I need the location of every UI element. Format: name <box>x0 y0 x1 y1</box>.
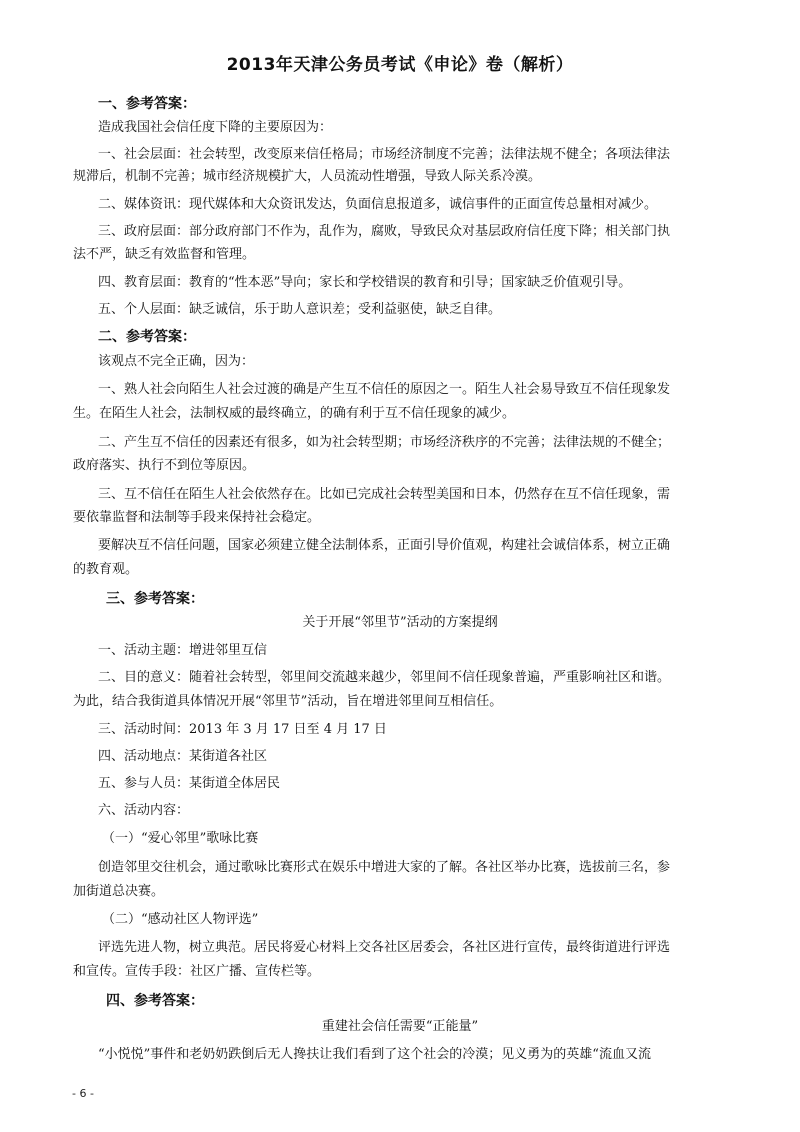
paragraph: 法不严，缺乏有效监督和管理。 <box>73 247 256 262</box>
section-2-heading: 二、参考答案： <box>98 329 196 345</box>
section-4-heading: 四、参考答案： <box>106 993 204 1009</box>
paragraph: 要依靠监督和法制等手段来保持社会稳定。 <box>73 510 321 525</box>
paragraph: 要解决互不信任问题，国家必须建立健全法制体系，正面引导价值观，构建社会诚信体系，树立正确 <box>98 538 671 553</box>
paragraph: 加街道总决赛。 <box>73 884 165 899</box>
paragraph: 评选先进人物，树立典范。居民将爱心材料上交各社区居委会，各社区进行宣传，最终街道进行评选 <box>98 940 671 955</box>
paragraph: 二、产生互不信任的因素还有很多，如为社会转型期；市场经济秩序的不完善；法律法规的不健全； <box>98 435 671 450</box>
paragraph: “小悦悦”事件和老奶奶跌倒后无人搀扶让我们看到了这个社会的冷漠；见义勇为的英雄“流血又流 <box>98 1047 651 1062</box>
page-title: 2013年天津公务员考试《申论》卷（解析） <box>226 55 574 75</box>
section-4-subtitle: 重建社会信任需要“正能量” <box>321 1019 479 1034</box>
paragraph: 五、参与人员：某街道全体居民 <box>98 776 281 791</box>
paragraph: 四、教育层面：教育的“性本恶”导向；家长和学校错误的教育和引导；国家缺乏价值观引导。 <box>98 275 632 290</box>
paragraph: 四、活动地点：某街道各社区 <box>98 749 268 764</box>
paragraph: 的教育观。 <box>73 562 139 577</box>
paragraph: 该观点不完全正确，因为： <box>98 354 255 369</box>
paragraph: 造成我国社会信任度下降的主要原因为： <box>98 120 333 135</box>
paragraph: 和宣传。宣传手段：社区广播、宣传栏等。 <box>73 964 321 979</box>
paragraph: 规滞后，机制不完善；城市经济规模扩大，人员流动性增强，导致人际关系冷漠。 <box>73 169 542 184</box>
section-3-subtitle: 关于开展“邻里节”活动的方案提纲 <box>302 615 498 630</box>
paragraph: 创造邻里交往机会，通过歌咏比赛形式在娱乐中增进大家的了解。各社区举办比赛，选拔前三名，参 <box>98 860 671 875</box>
paragraph: 三、互不信任在陌生人社会依然存在。比如已完成社会转型美国和日本，仍然存在互不信任现象，需 <box>98 487 671 502</box>
paragraph: 三、政府层面：部分政府部门不作为，乱作为，腐败，导致民众对基层政府信任度下降；相关部门执 <box>98 224 671 239</box>
section-3-heading: 三、参考答案： <box>106 591 204 607</box>
paragraph: 为此，结合我街道具体情况开展“邻里节”活动，旨在增进邻里间互相信任。 <box>73 694 503 709</box>
paragraph: 三、活动时间：2013 年 3 月 17 日至 4 月 17 日 <box>98 722 387 737</box>
paragraph: 生。在陌生人社会，法制权威的最终确立，的确有利于互不信任现象的减少。 <box>73 406 516 421</box>
paragraph: 二、目的意义：随着社会转型，邻里间交流越来越少，邻里间不信任现象普遍，严重影响社区和谐。 <box>98 670 671 685</box>
page-number: - 6 - <box>72 1087 94 1100</box>
section-1-heading: 一、参考答案： <box>98 96 196 112</box>
paragraph: （二）“感动社区人物评选” <box>102 912 259 927</box>
paragraph: （一）“爱心邻里”歌咏比赛 <box>102 831 259 846</box>
paragraph: 一、熟人社会向陌生人社会过渡的确是产生互不信任的原因之一。陌生人社会易导致互不信任现象发 <box>98 382 671 397</box>
paragraph: 政府落实、执行不到位等原因。 <box>73 458 256 473</box>
paragraph: 一、活动主题：增进邻里互信 <box>98 643 268 658</box>
paragraph: 六、活动内容： <box>98 803 190 818</box>
paragraph: 二、媒体资讯：现代媒体和大众资讯发达，负面信息报道多，诚信事件的正面宣传总量相对减少。 <box>98 197 658 212</box>
paragraph: 五、个人层面：缺乏诚信，乐于助人意识差；受利益驱使，缺乏自律。 <box>98 302 502 317</box>
paragraph: 一、社会层面：社会转型，改变原来信任格局；市场经济制度不完善；法律法规不健全；各项法律法 <box>98 147 671 162</box>
